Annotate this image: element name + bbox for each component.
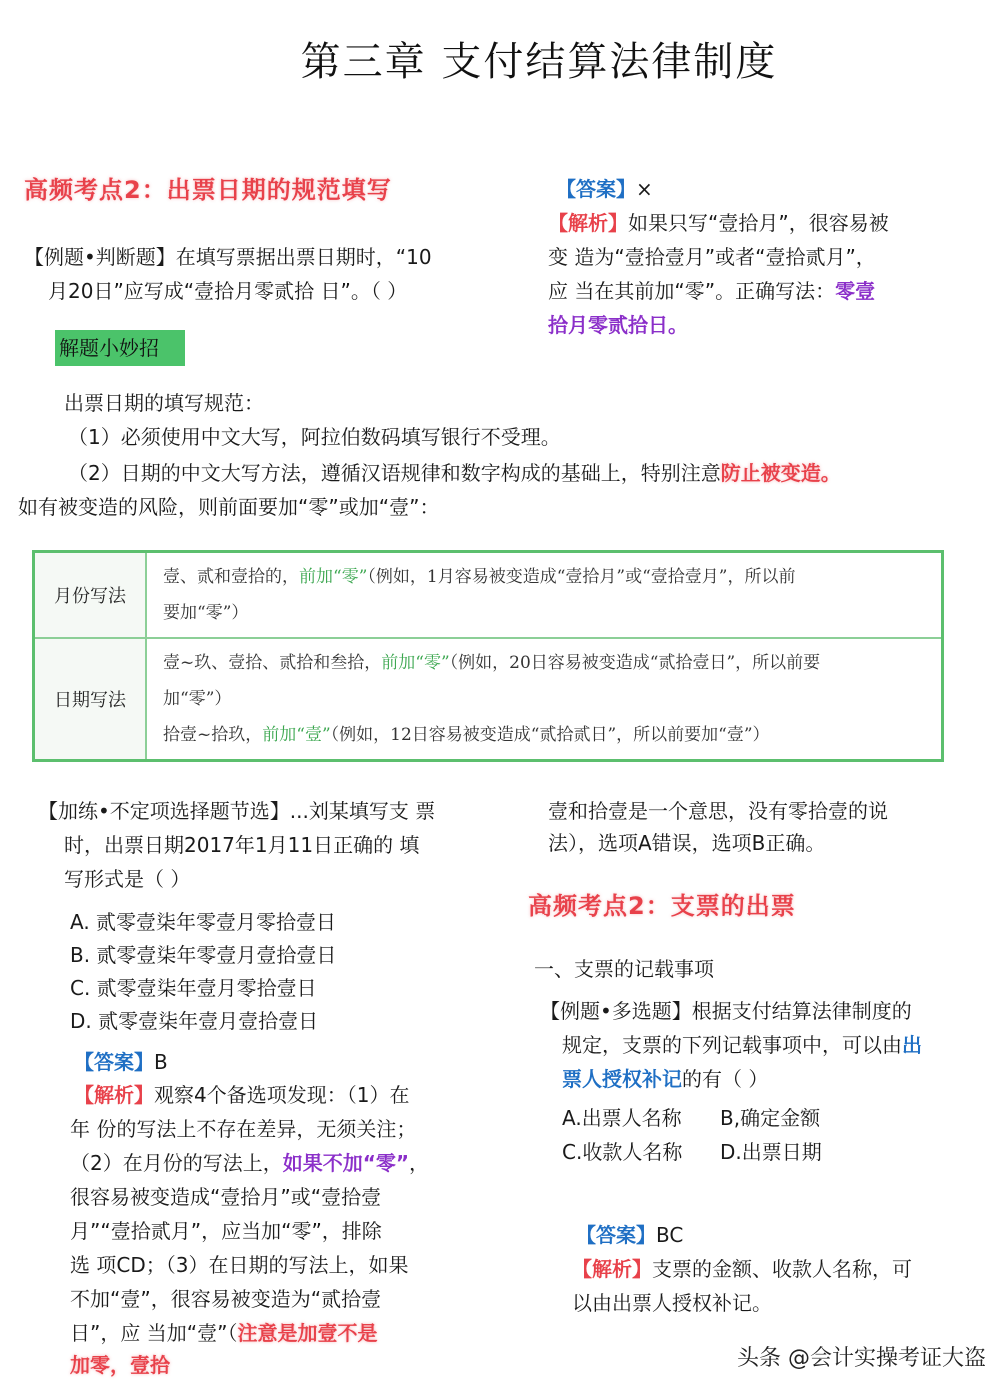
answer1 <box>556 172 653 206</box>
check-question-tag: 【例题•多选题】 <box>540 999 692 1023</box>
analysis1-line3 <box>548 274 875 308</box>
row-content-month <box>146 552 943 639</box>
check-question-highlight-a: 出 <box>902 1033 922 1057</box>
row-label-month: 月份写法 <box>34 552 147 639</box>
exercise-a8-text: 日”，应 当加“壹”（ <box>70 1321 238 1345</box>
section-heading-check: 高频考点2：支票的出票 <box>528 892 796 920</box>
analysis1-correct-a: 零壹 <box>835 279 876 303</box>
analysis1-correct-b: 拾月零贰拾日。 <box>548 313 688 337</box>
analysis1-text3: 应 当在其前加“零”。正确写法： <box>548 279 836 303</box>
check-question-text3: 的有（ ） <box>682 1067 769 1091</box>
analysis1-tag: 【解析】 <box>548 211 628 235</box>
date-rules-table <box>32 550 944 762</box>
check-analysis-line1 <box>572 1252 912 1286</box>
exercise-a3-highlight: 如果不加“零” <box>282 1151 410 1175</box>
exercise-cont1: 壹和拾壹是一个意思，没有零拾壹的说 <box>548 799 888 823</box>
row2-text-a: 壹~玖、壹拾、贰拾和叁拾， <box>163 653 382 673</box>
rule-1: （1）必须使用中文大写，阿拉伯数码填写银行不受理。 <box>68 425 561 449</box>
example-tag: 【例题•判断题】 <box>24 245 176 269</box>
exercise-answer-tag: 【答案】 <box>74 1050 154 1074</box>
exercise-a8-highlight: 注意是加壹不是 <box>237 1321 378 1345</box>
exercise-line2: 时，出票日期2017年1月11日正确的 填 <box>64 833 420 857</box>
exercise-a9-highlight: 加零，壹拾 <box>70 1353 170 1377</box>
exercise-analysis-tag: 【解析】 <box>74 1083 154 1107</box>
exercise-a7: 不加“壹”，很容易被变造为“贰拾壹 <box>70 1287 382 1311</box>
option-c: C. 贰零壹柒年壹月零拾壹日 <box>70 976 317 1000</box>
check-items-subheading: 一、支票的记载事项 <box>534 957 714 981</box>
exercise-a8 <box>70 1316 377 1350</box>
row2-text-e: 拾壹~拾玖， <box>163 725 263 745</box>
check-analysis-tag: 【解析】 <box>572 1257 652 1281</box>
section-heading-date: 高频考点2：出票日期的规范填写 <box>24 176 392 204</box>
row-content-day <box>146 638 943 761</box>
exercise-a3-post: ， <box>409 1151 430 1175</box>
check-analysis-text1: 支票的金额、收款人名称，可 <box>652 1257 912 1281</box>
exercise-line3: 写形式是（ ） <box>64 867 191 891</box>
table-row <box>34 638 943 761</box>
exercise-a5: 月”“壹拾贰月”，应当加“零”，排除 <box>70 1219 382 1243</box>
analysis1-line1 <box>548 206 889 240</box>
check-question-line1 <box>540 994 912 1028</box>
check-answer-value: BC <box>656 1223 684 1247</box>
table-row <box>34 552 943 639</box>
exercise-a3 <box>70 1146 429 1180</box>
check-question-text1: 根据支付结算法律制度的 <box>691 999 912 1023</box>
answer1-value: × <box>636 177 653 201</box>
exercise-a2: 年 份的写法上不存在差异，无须关注； <box>70 1117 417 1141</box>
option-b: B. 贰零壹柒年零壹月壹拾壹日 <box>70 943 337 967</box>
trick-label: 解题小妙招 <box>55 330 185 366</box>
rule-2-text: （2）日期的中文大写方法，遵循汉语规律和数字构成的基础上，特别注意 <box>68 461 721 485</box>
page-title: 第三章 支付结算法律制度 <box>300 39 778 85</box>
exercise-cont2: 法），选项A错误，选项B正确。 <box>548 831 826 855</box>
row-label-day: 日期写法 <box>34 638 147 761</box>
exercise-a4: 很容易被变造成“壹拾月”或“壹拾壹 <box>70 1185 382 1209</box>
example-line1: 在填写票据出票日期时，“10 <box>175 245 432 269</box>
rule-2-highlight: 防止被变造。 <box>720 461 841 485</box>
check-analysis-line2: 以由出票人授权补记。 <box>572 1291 772 1315</box>
answer1-tag: 【答案】 <box>556 177 636 201</box>
row1-text-a: 壹、贰和壹拾的， <box>163 567 299 587</box>
exercise-a6: 选 项CD；（3）在日期的写法上，如果 <box>70 1253 409 1277</box>
exercise-answer <box>74 1045 168 1079</box>
row1-text-c: （例如，1月容易被变造成“壹拾月”或“壹拾壹月”，所以前 <box>367 567 796 587</box>
check-answer-tag: 【答案】 <box>576 1223 656 1247</box>
example-question <box>24 240 432 274</box>
analysis1-line2: 变 造为“壹拾壹月”或者“壹拾贰月”， <box>548 245 876 269</box>
check-option-b: B,确定金额 <box>720 1106 821 1130</box>
row2-highlight-1: 前加“零” <box>381 653 450 673</box>
option-a: A. 贰零壹柒年零壹月零拾壹日 <box>70 910 337 934</box>
exercise-a1: 观察4个备选项发现：（1）在 <box>154 1083 410 1107</box>
rules-intro: 出票日期的填写规范： <box>64 391 264 415</box>
rule-2-cont: 如有被变造的风险，则前面要加“零”或加“壹”： <box>18 495 440 519</box>
row2-text-d: 加“零”） <box>163 689 232 709</box>
watermark-footer: 头条 @会计实操考证大盗 <box>737 1346 986 1371</box>
analysis1-text1: 如果只写“壹拾月”，很容易被 <box>628 211 889 235</box>
option-d: D. 贰零壹柒年壹月壹拾壹日 <box>70 1009 319 1033</box>
example-line2: 月20日”应写成“壹拾月零贰拾 日”。（ ） <box>48 279 408 303</box>
row2-text-c: （例如，20日容易被变造成“贰拾壹日”，所以前要 <box>449 653 821 673</box>
exercise-answer-value: B <box>154 1050 168 1074</box>
check-question-line2 <box>562 1028 922 1062</box>
exercise-analysis-line1 <box>74 1078 409 1112</box>
check-question-highlight-b: 票人授权补记 <box>562 1067 682 1091</box>
rule-2 <box>68 456 841 490</box>
exercise-text1: ...刘某填写支 票 <box>289 799 436 823</box>
check-option-c: C.收款人名称 <box>562 1140 683 1164</box>
check-option-d: D.出票日期 <box>720 1140 822 1164</box>
row2-highlight-2: 前加“壹” <box>262 725 331 745</box>
row1-text-d: 要加“零”） <box>163 603 249 623</box>
check-option-a: A.出票人名称 <box>562 1106 682 1130</box>
exercise-tag: 【加练•不定项选择题节选】 <box>38 799 290 823</box>
row2-text-g: （例如，12日容易被变造成“贰拾贰日”，所以前要加“壹”） <box>330 725 770 745</box>
exercise-a3-text: （2）在月份的写法上， <box>70 1151 283 1175</box>
check-question-text2: 规定，支票的下列记载事项中，可以由 <box>562 1033 902 1057</box>
row1-highlight: 前加“零” <box>299 567 368 587</box>
check-answer <box>576 1218 683 1252</box>
check-question-line3 <box>562 1062 768 1096</box>
exercise-line1 <box>38 794 435 828</box>
